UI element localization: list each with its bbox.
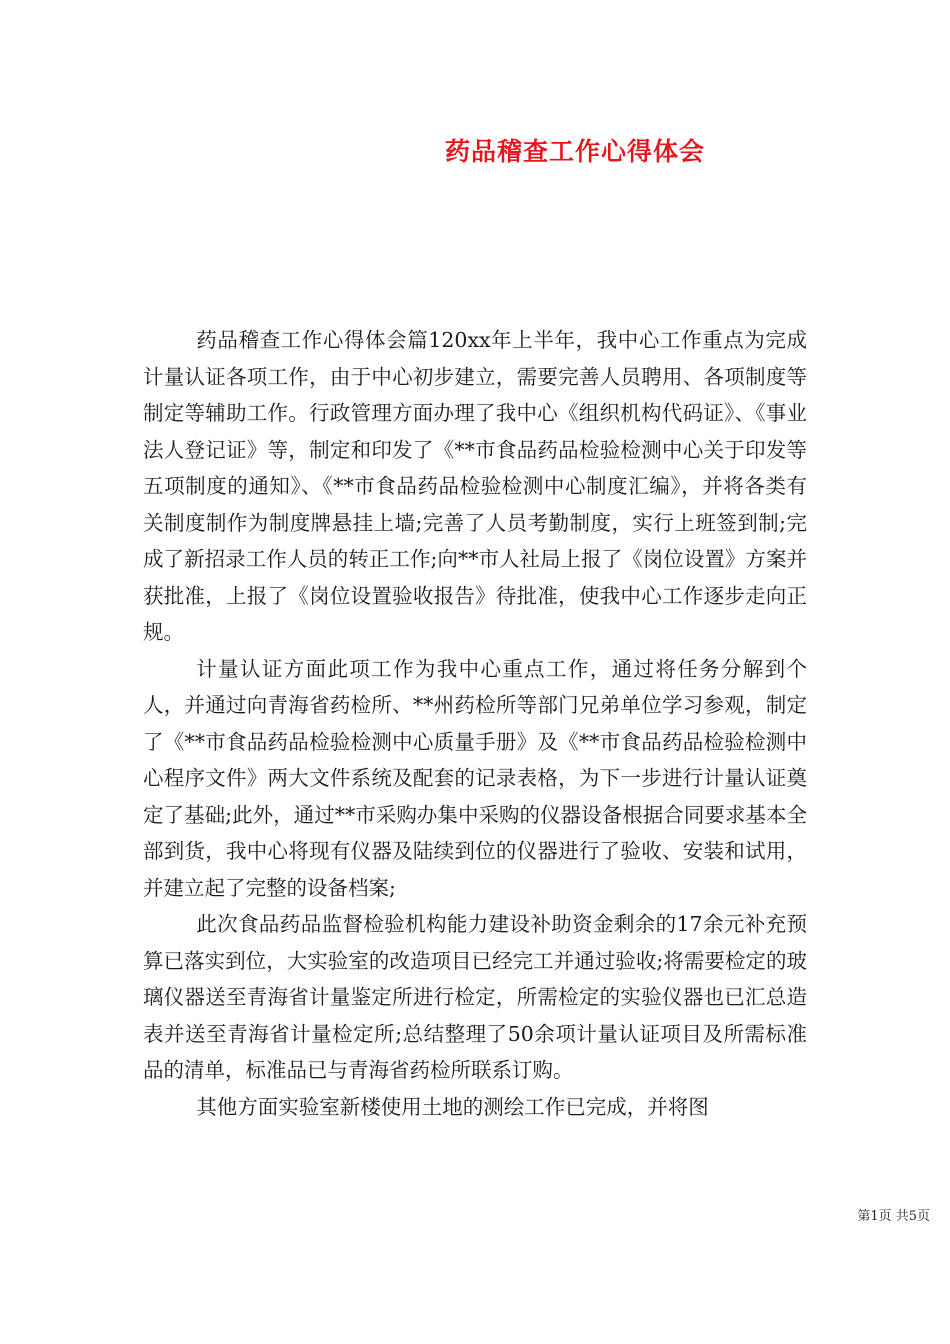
- paragraph-4: 其他方面实验室新楼使用土地的测绘工作已完成，并将图: [196, 1094, 709, 1119]
- paragraph-2: 计量认证方面此项工作为我中心重点工作，通过将任务分解到个人，并通过向青海省药检所、**州药检所等部门兄弟单位学习参观，制定了《**市食品药品检验检测中心质量手册》及《**市食品药品检验检测中心程序文件》两大文件系统及配套的记录表格，为下一步进行计量认证奠定了基础;此外，通过**市采购办集中采购的仪器设备根据合同要求基本全部到货，我中心将现有仪器及陆续到位的仪器进行了验收、安装和试用，并建立起了完整的设备档案;: [143, 656, 807, 900]
- document-body: [143, 322, 807, 1125]
- paragraph-3: 此次食品药品监督检验机构能力建设补助资金剩余的17余元补充预算已落实到位，大实验室的改造项目已经完工并通过验收;将需要检定的玻璃仪器送至青海省计量鉴定所进行检定，所需检定的实验仪器也已汇总造表并送至青海省计量检定所;总结整理了50余项计量认证项目及所需标准品的清单，标准品已与青海省药检所联系订购。: [143, 912, 807, 1082]
- paragraph-1: 药品稽查工作心得体会篇120xx年上半年，我中心工作重点为完成计量认证各项工作，由于中心初步建立，需要完善人员聘用、各项制度等制定等辅助工作。行政管理方面办理了我中心《组织机构代码证》、《事业法人登记证》等，制定和印发了《**市食品药品检验检测中心关于印发等五项制度的通知》、《**市食品药品检验检测中心制度汇编》，并将各类有关制度制作为制度牌悬挂上墙;完善了人员考勤制度，实行上班签到制;完成了新招录工作人员的转正工作;向**市人社局上报了《岗位设置》方案并获批准，上报了《岗位设置验收报告》待批准，使我中心工作逐步走向正规。: [143, 328, 807, 644]
- page-number: 第1页 共5页: [857, 1209, 930, 1224]
- document-title: 药品稽查工作心得体会: [444, 137, 705, 166]
